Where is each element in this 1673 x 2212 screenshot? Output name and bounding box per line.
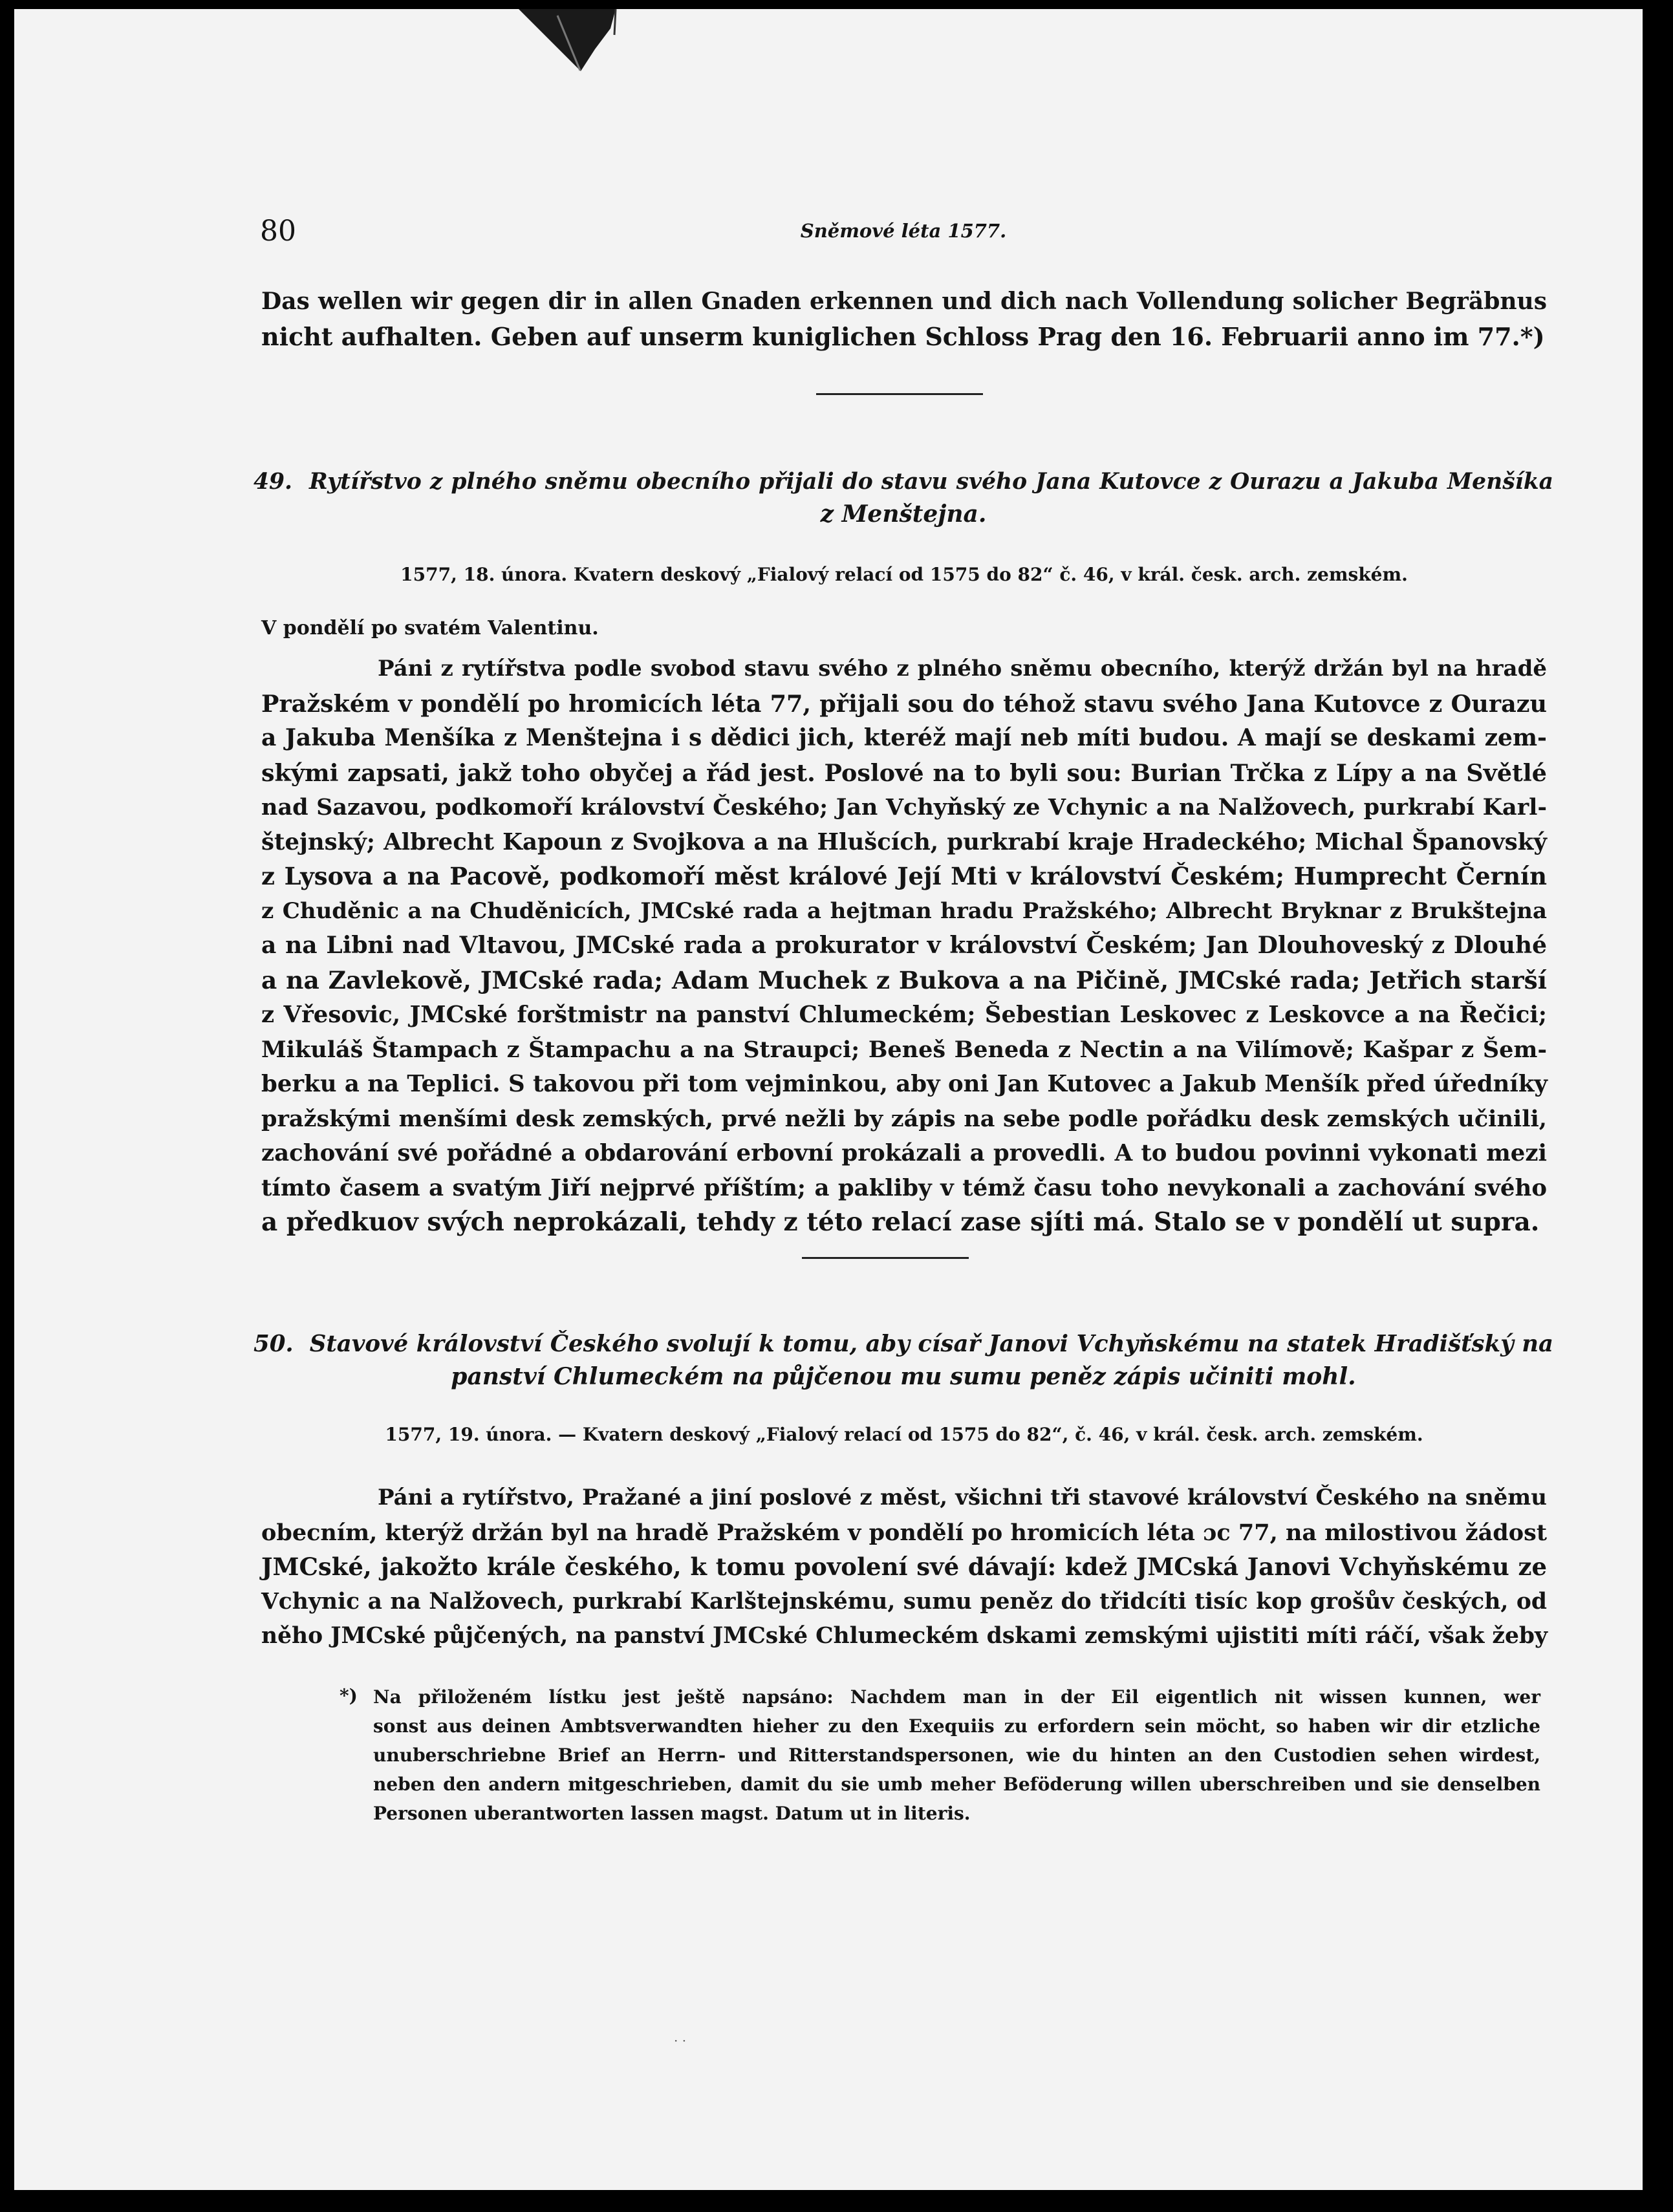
- entry-49-title-line2: z Menštejna.: [820, 500, 987, 528]
- entry-50-title-line2: panství Chlumeckém na půjčenou mu sumu peněz zápis učiniti mohl.: [451, 1363, 1356, 1390]
- text-line: zachování své pořádné a obdarování erbovní prokázali a provedli. A to budou povinni vykonati mezi: [261, 1140, 1547, 1166]
- section-divider: [802, 1257, 969, 1259]
- footnote-marker: *): [340, 1685, 358, 1706]
- page-tear-mark: [519, 9, 648, 80]
- entry-50-title-line: [254, 1328, 1553, 1360]
- text-line: Pražském v pondělí po hromicích léta 77, přijali sou do téhož stavu svého Jana Kutovce z Ourazu: [261, 689, 1547, 718]
- text-line: skými zapsati, jakž toho obyčej a řád jest. Poslové na to byli sou: Burian Trčka z Lípy a na Světlé: [261, 758, 1547, 787]
- running-title: Sněmové léta 1577.: [800, 220, 1007, 242]
- footnote-line: Na přiloženém lístku jest ještě napsáno: Nachdem man in der Eil eigentlich nit wissen kunnen, wer: [373, 1686, 1540, 1708]
- scan-speck: · ·: [674, 2033, 687, 2048]
- text-line: z Lysova a na Pacově, podkomoří měst králové Její Mti v království Českém; Humprecht Černín: [261, 862, 1547, 890]
- text-line: Páni a rytířstvo, Pražané a jiní poslové z měst, všichni tři stavové království Českého na sněmu: [378, 1485, 1547, 1510]
- entry-49-body: [261, 652, 1547, 1240]
- entry-49-heading: [254, 466, 1553, 530]
- text-line: z Vřesovic, JMCské forštmistr na panství Chlumeckém; Šebestian Leskovec z Leskovce a na Řečici;: [261, 1002, 1547, 1028]
- entry-49-dateline: V pondělí po svatém Valentinu.: [261, 617, 599, 639]
- entry-49-source: 1577, 18. února. Kvatern deskový „Fialový relací od 1575 do 82“ č. 46, v král. česk. arch. zemském.: [400, 564, 1408, 585]
- text-line: štejnský; Albrecht Kapoun z Svojkova a na Hlušcích, purkrabí kraje Hradeckého; Michal Španovský: [261, 828, 1547, 855]
- entry-number: 50.: [254, 1331, 294, 1357]
- running-header: [260, 215, 1547, 253]
- section-divider: [816, 393, 983, 395]
- page-number: 80: [260, 215, 296, 248]
- text-line: Páni z rytířstva podle svobod stavu svého z plného sněmu obecního, kterýž držán byl na hradě: [378, 656, 1547, 682]
- text-line: berku a na Teplici. S takovou při tom vejminkou, aby oni Jan Kutovec a Jakub Menšík před úředníky: [261, 1071, 1548, 1097]
- text-line: Das wellen wir gegen dir in allen Gnaden erkennen und dich nach Vollendung solicher Begräbnus: [261, 288, 1547, 315]
- text-line: Mikuláš Štampach z Štampachu a na Straupci; Beneš Beneda z Nectin a na Vilímově; Kašpar z Šem-: [261, 1036, 1547, 1063]
- footnote: [373, 1682, 1540, 1828]
- text-line: JMCské, jakožto krále českého, k tomu povolení své dávají: kdež JMCská Janovi Vchyňskému ze: [261, 1552, 1547, 1581]
- entry-50-source: 1577, 19. února. — Kvatern deskový „Fialový relací od 1575 do 82“, č. 46, v král. česk. arch. zemském.: [385, 1424, 1423, 1445]
- text-line: z Chuděnic a na Chuděnicích, JMCské rada a hejtman hradu Pražského; Albrecht Bryknar z Brukštejna: [261, 897, 1547, 924]
- text-line: Vchynic a na Nalžovech, purkrabí Karlštejnskému, sumu peněz do třidcíti tisíc kop grošův českých, od: [261, 1588, 1547, 1615]
- entry-number: 49.: [254, 469, 293, 495]
- scanned-page: [14, 9, 1643, 2190]
- entry-50-body: [261, 1481, 1547, 1654]
- entry-50-heading: [254, 1328, 1553, 1393]
- text-line: obecním, kterýž držán byl na hradě Pražském v pondělí po hromicích léta ɔc 77, na milostivou žádost: [261, 1519, 1547, 1546]
- text-line: a Jakuba Menšíka z Menštejna i s dědici jich, kteréž mají neb míti budou. A mají se deskami zem-: [261, 724, 1547, 751]
- footnote-line: sonst aus deinen Ambtsverwandten hieher zu den Exequiis zu erfordern sein möcht, so haben wir dir etzliche: [373, 1715, 1540, 1737]
- footnote-line: neben den andern mitgeschrieben, damit du sie umb meher Beföderung willen uberschreiben und sie denselben: [373, 1774, 1540, 1795]
- text-line: a na Libni nad Vltavou, JMCské rada a prokurator v království Českém; Jan Dlouhoveský z Dlouhé: [261, 932, 1547, 959]
- entry-49-title-line: [254, 466, 1553, 498]
- text-line: pražskými menšími desk zemských, prvé nežli by zápis na sebe podle pořádku desk zemských učinili,: [261, 1105, 1547, 1132]
- text-line: nicht aufhalten. Geben auf unserm kuniglichen Schloss Prag den 16. Februarii anno im 77.*): [261, 321, 1545, 351]
- footnote-line: unuberschriebne Brief an Herrn- und Ritterstandspersonen, wie du hinten an den Custodien sehen wirdest,: [373, 1745, 1540, 1766]
- text-line: nad Sazavou, podkomoří království Českého; Jan Vchyňský ze Vchynic a na Nalžovech, purkrabí Karl-: [261, 794, 1547, 821]
- entry-title: Stavové království Českého svolují k tomu, aby císař Janovi Vchyňskému na statek Hradišťský na: [309, 1331, 1554, 1357]
- text-line: a na Zavlekově, JMCské rada; Adam Muchek z Bukova a na Pičině, JMCské rada; Jetřich starší: [261, 965, 1547, 994]
- entry-title: Rytířstvo z plného sněmu obecního přijali do stavu svého Jana Kutovce z Ourazu a Jakuba Menšíka: [309, 469, 1553, 495]
- text-line: a předkuov svých neprokázali, tehdy z této relací zase sjíti má. Stalo se v pondělí ut supra.: [261, 1207, 1540, 1237]
- text-line: něho JMCské půjčených, na panství JMCské Chlumeckém dskami zemskými ujistiti míti ráčí, však žeby: [261, 1623, 1548, 1649]
- text-line: tímto časem a svatým Jiří nejprvé příštím; a pakliby v témž času toho nevykonali a zachování svého: [261, 1174, 1547, 1201]
- intro-paragraph: [261, 285, 1547, 354]
- footnote-line: Personen uberantworten lassen magst. Datum ut in literis.: [373, 1803, 971, 1824]
